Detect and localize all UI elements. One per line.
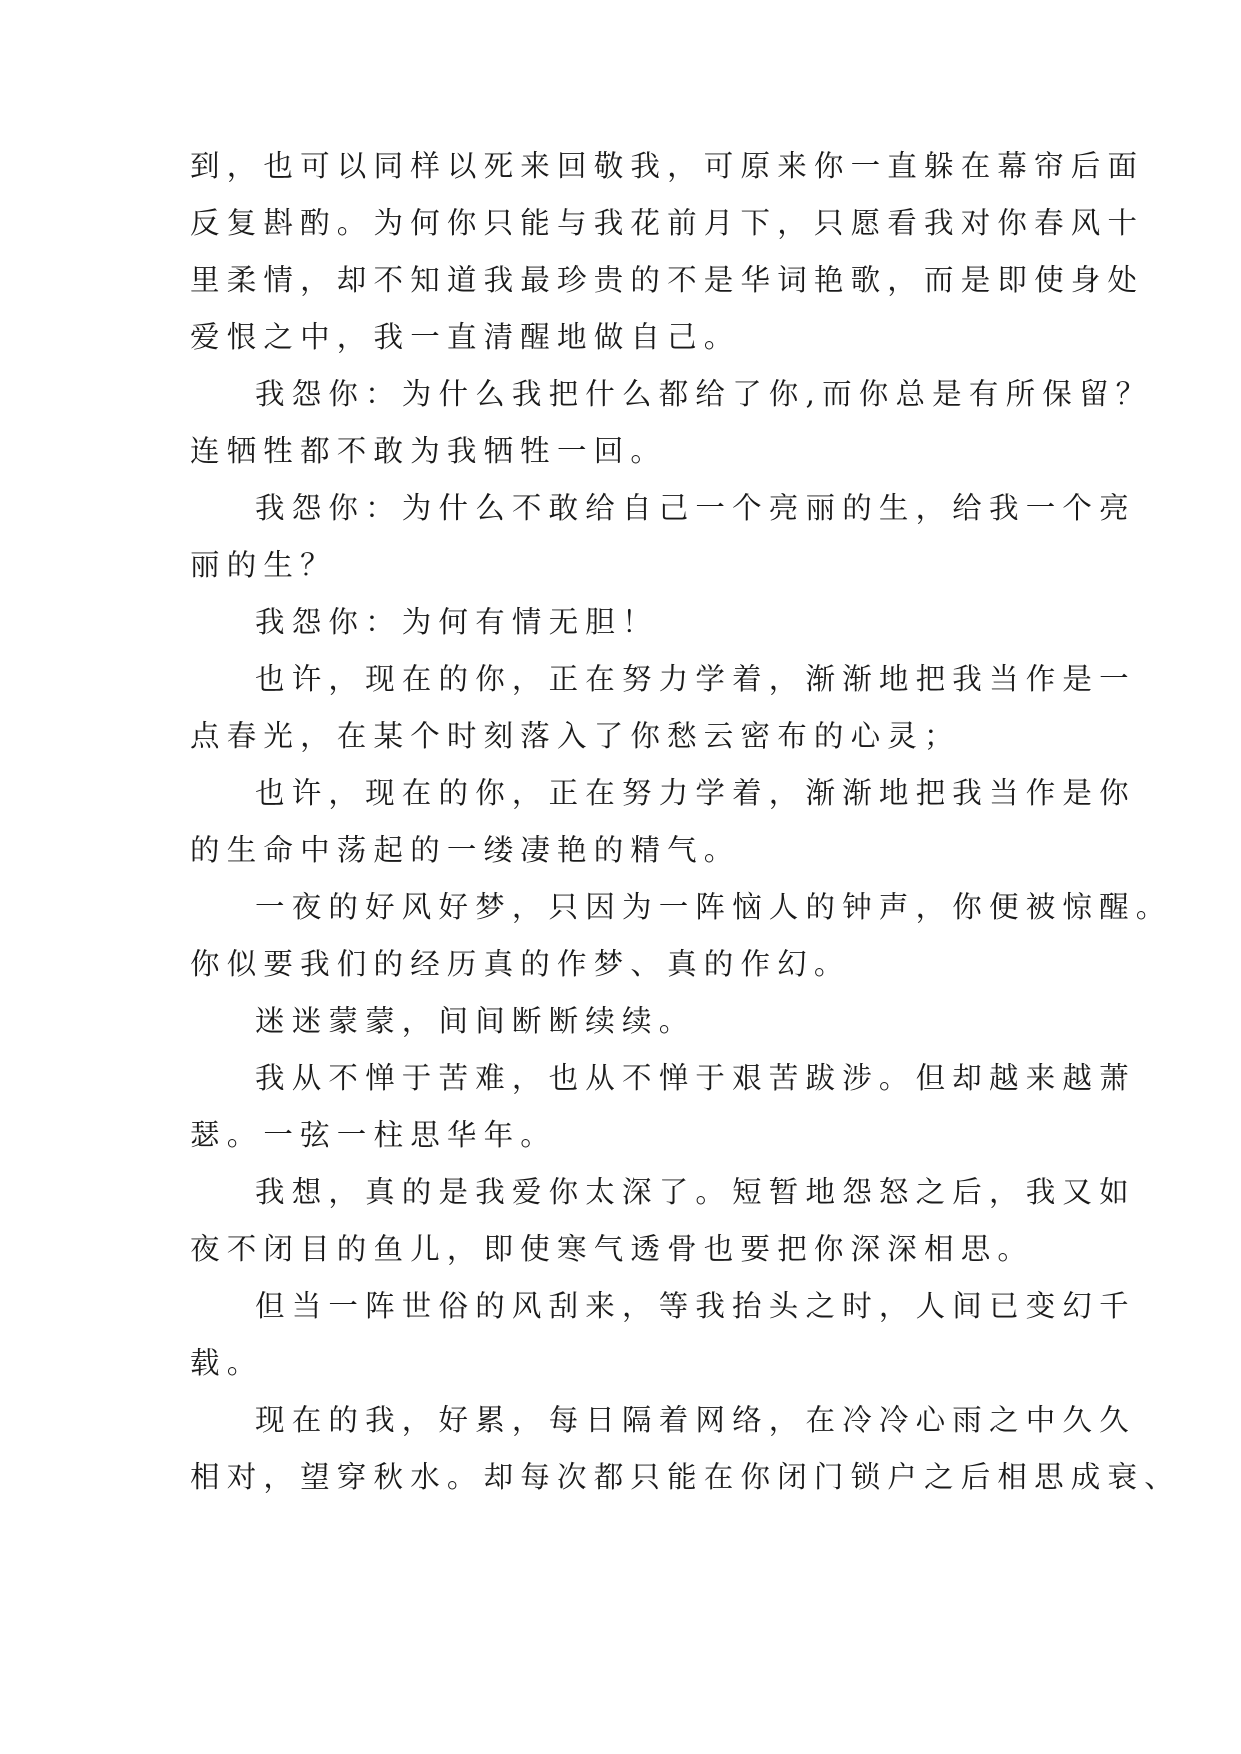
text-line: 我想，真的是我爱你太深了。短暂地怨怒之后，我又如 — [255, 1175, 1136, 1209]
text-line: 连牺牲都不敢为我牺牲一回。 — [190, 434, 668, 468]
text-line: 我怨你：为什么我把什么都给了你,而你总是有所保留？ — [255, 377, 1153, 411]
text-line: 点春光，在某个时刻落入了你愁云密布的心灵； — [190, 719, 961, 753]
text-line: 我怨你：为何有情无胆！ — [255, 605, 659, 639]
text-line: 夜不闭目的鱼儿，即使寒气透骨也要把你深深相思。 — [190, 1232, 1035, 1266]
text-line: 但当一阵世俗的风刮来，等我抬头之时，人间已变幻千 — [255, 1289, 1136, 1323]
text-line: 反复斟酌。为何你只能与我花前月下，只愿看我对你春风十 — [190, 206, 1145, 240]
text-line: 的生命中荡起的一缕凄艳的精气。 — [190, 833, 741, 867]
text-line: 迷迷蒙蒙，间间断断续续。 — [255, 1004, 696, 1038]
text-line: 一夜的好风好梦，只因为一阵恼人的钟声，你便被惊醒。 — [255, 890, 1173, 924]
text-line: 里柔情，却不知道我最珍贵的不是华词艳歌，而是即使身处 — [190, 263, 1145, 297]
text-line: 现在的我，好累，每日隔着网络，在冷冷心雨之中久久 — [255, 1403, 1136, 1437]
text-line: 你似要我们的经历真的作梦、真的作幻。 — [190, 947, 851, 981]
text-line: 载。 — [190, 1346, 264, 1380]
text-line: 丽的生？ — [190, 548, 337, 582]
text-line: 到，也可以同样以死来回敬我，可原来你一直躲在幕帘后面 — [190, 149, 1145, 183]
text-line: 瑟。一弦一柱思华年。 — [190, 1118, 558, 1152]
text-line: 也许，现在的你，正在努力学着，渐渐地把我当作是你 — [255, 776, 1136, 810]
text-line: 我怨你：为什么不敢给自己一个亮丽的生，给我一个亮 — [255, 491, 1136, 525]
text-line: 我从不惮于苦难，也从不惮于艰苦跋涉。但却越来越萧 — [255, 1061, 1136, 1095]
text-line: 爱恨之中，我一直清醒地做自己。 — [190, 320, 741, 354]
text-line: 也许，现在的你，正在努力学着，渐渐地把我当作是一 — [255, 662, 1136, 696]
text-line: 相对，望穿秋水。却每次都只能在你闭门锁户之后相思成衰、 — [190, 1460, 1181, 1494]
